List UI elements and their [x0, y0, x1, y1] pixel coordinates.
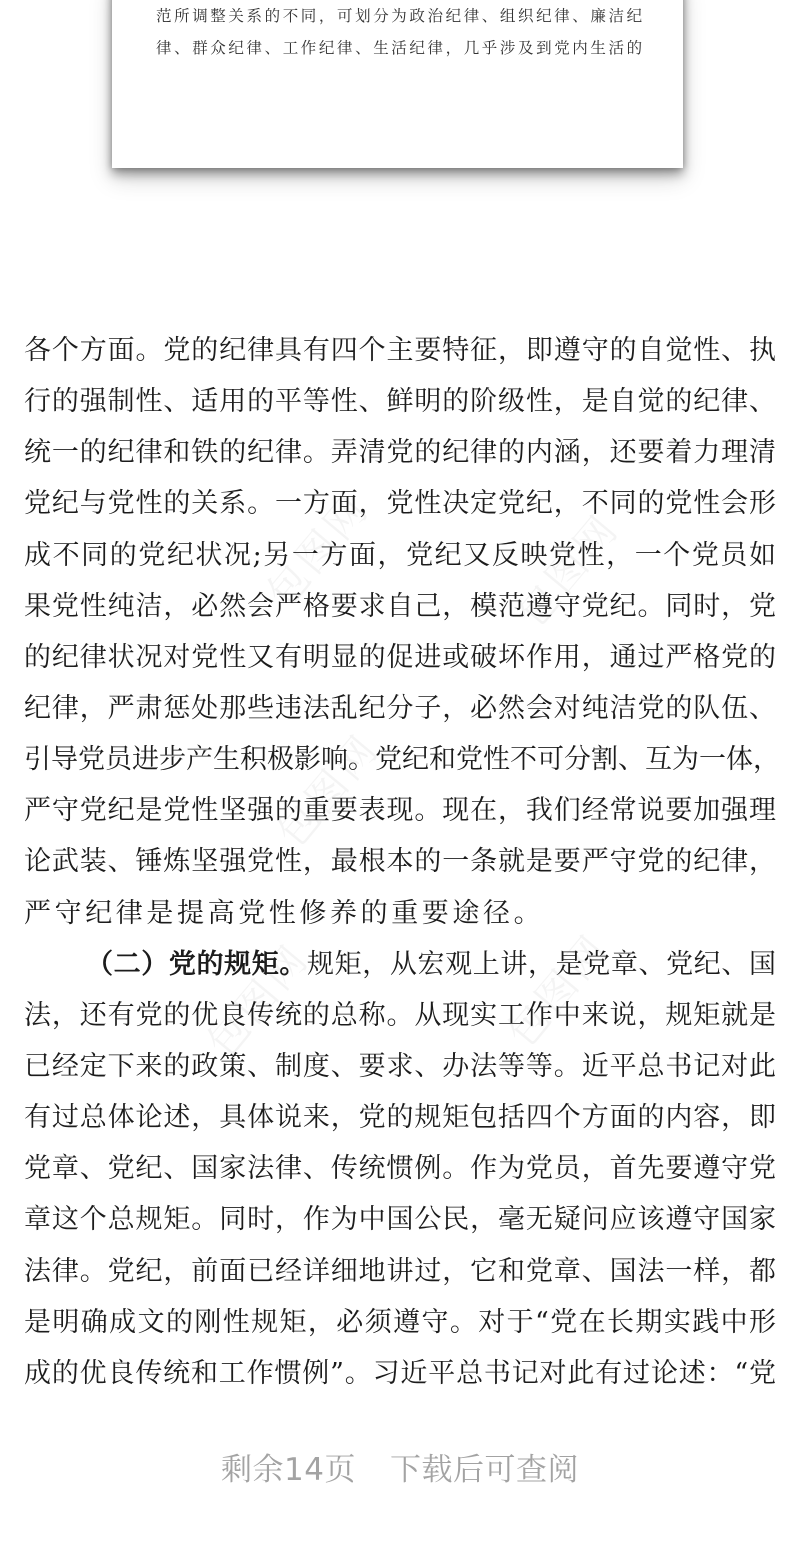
- download-hint-label: 下载后可查阅: [389, 1452, 579, 1488]
- preview-card: [112, 0, 683, 168]
- text-line: 引导党员进步产生积极影响。党纪和党性不可分割、互为一体，: [24, 744, 780, 776]
- text-line: 严守纪律是提高党性修养的重要途径。: [24, 897, 545, 929]
- text-line: 统一的纪律和铁的纪律。弄清党的纪律的内涵，还要着力理清: [24, 437, 776, 469]
- text-line: 法，还有党的优良传统的总称。从现实工作中来说，规矩就是: [24, 999, 776, 1031]
- page-preview-section: [0, 0, 800, 230]
- text-line: 的纪律状况对党性又有明显的促进或破坏作用，通过严格党的: [24, 641, 776, 673]
- text-line: 各个方面。党的纪律具有四个主要特征，即遵守的自觉性、执: [24, 335, 776, 366]
- text-fragment: 规矩，从宏观上讲，是党章、党纪、国: [307, 948, 776, 980]
- download-prompt[interactable]: [0, 1440, 800, 1500]
- text-line: 论武装、锤炼坚强党性，最根本的一条就是要严守党的纪律，: [24, 846, 776, 878]
- preview-line: 范所调整关系的不同，可划分为政治纪律、组织纪律、廉洁纪: [156, 7, 645, 25]
- text-line: 法律。党纪，前面已经详细地讲过，它和党章、国法一样，都: [24, 1255, 776, 1287]
- text-line: 成的优良传统和工作惯例”。习近平总书记对此有过论述：“党: [24, 1357, 776, 1389]
- text-line: 严守党纪是党性坚强的重要表现。现在，我们经常说要加强理: [24, 795, 776, 827]
- text-line: 党纪与党性的关系。一方面，党性决定党纪，不同的党性会形: [24, 488, 776, 520]
- text-line: 章这个总规矩。同时，作为中国公民，毫无疑问应该遵守国家: [24, 1204, 776, 1236]
- preview-card-text: [156, 0, 645, 64]
- text-line: 纪律，严肃惩处那些违法乱纪分子，必然会对纯洁党的队伍、: [24, 692, 776, 724]
- text-line: 党章、党纪、国家法律、传统惯例。作为党员，首先要遵守党: [24, 1153, 776, 1185]
- section-heading: （二）党的规矩。: [86, 948, 307, 980]
- text-line: 成不同的党纪状况;另一方面，党纪又反映党性，一个党员如: [24, 539, 776, 571]
- paragraph-party-discipline: [24, 325, 780, 939]
- paragraph-party-rules: [24, 939, 776, 1399]
- text-line: 行的强制性、适用的平等性、鲜明的阶级性，是自觉的纪律、: [24, 386, 776, 418]
- text-line: 果党性纯洁，必然会严格要求自己，模范遵守党纪。同时，党: [24, 590, 776, 622]
- text-line: 是明确成文的刚性规矩，必须遵守。对于“党在长期实践中形: [24, 1306, 776, 1338]
- document-body: [24, 325, 780, 1399]
- remaining-pages-label: 剩余14页: [221, 1452, 356, 1488]
- text-line: 有过总体论述，具体说来，党的规矩包括四个方面的内容，即: [24, 1102, 776, 1134]
- section-heading-line: [24, 939, 776, 990]
- text-line: 已经定下来的政策、制度、要求、办法等等。近平总书记对此: [24, 1050, 776, 1082]
- preview-line: 律、群众纪律、工作纪律、生活纪律，几乎涉及到党内生活的: [156, 39, 645, 57]
